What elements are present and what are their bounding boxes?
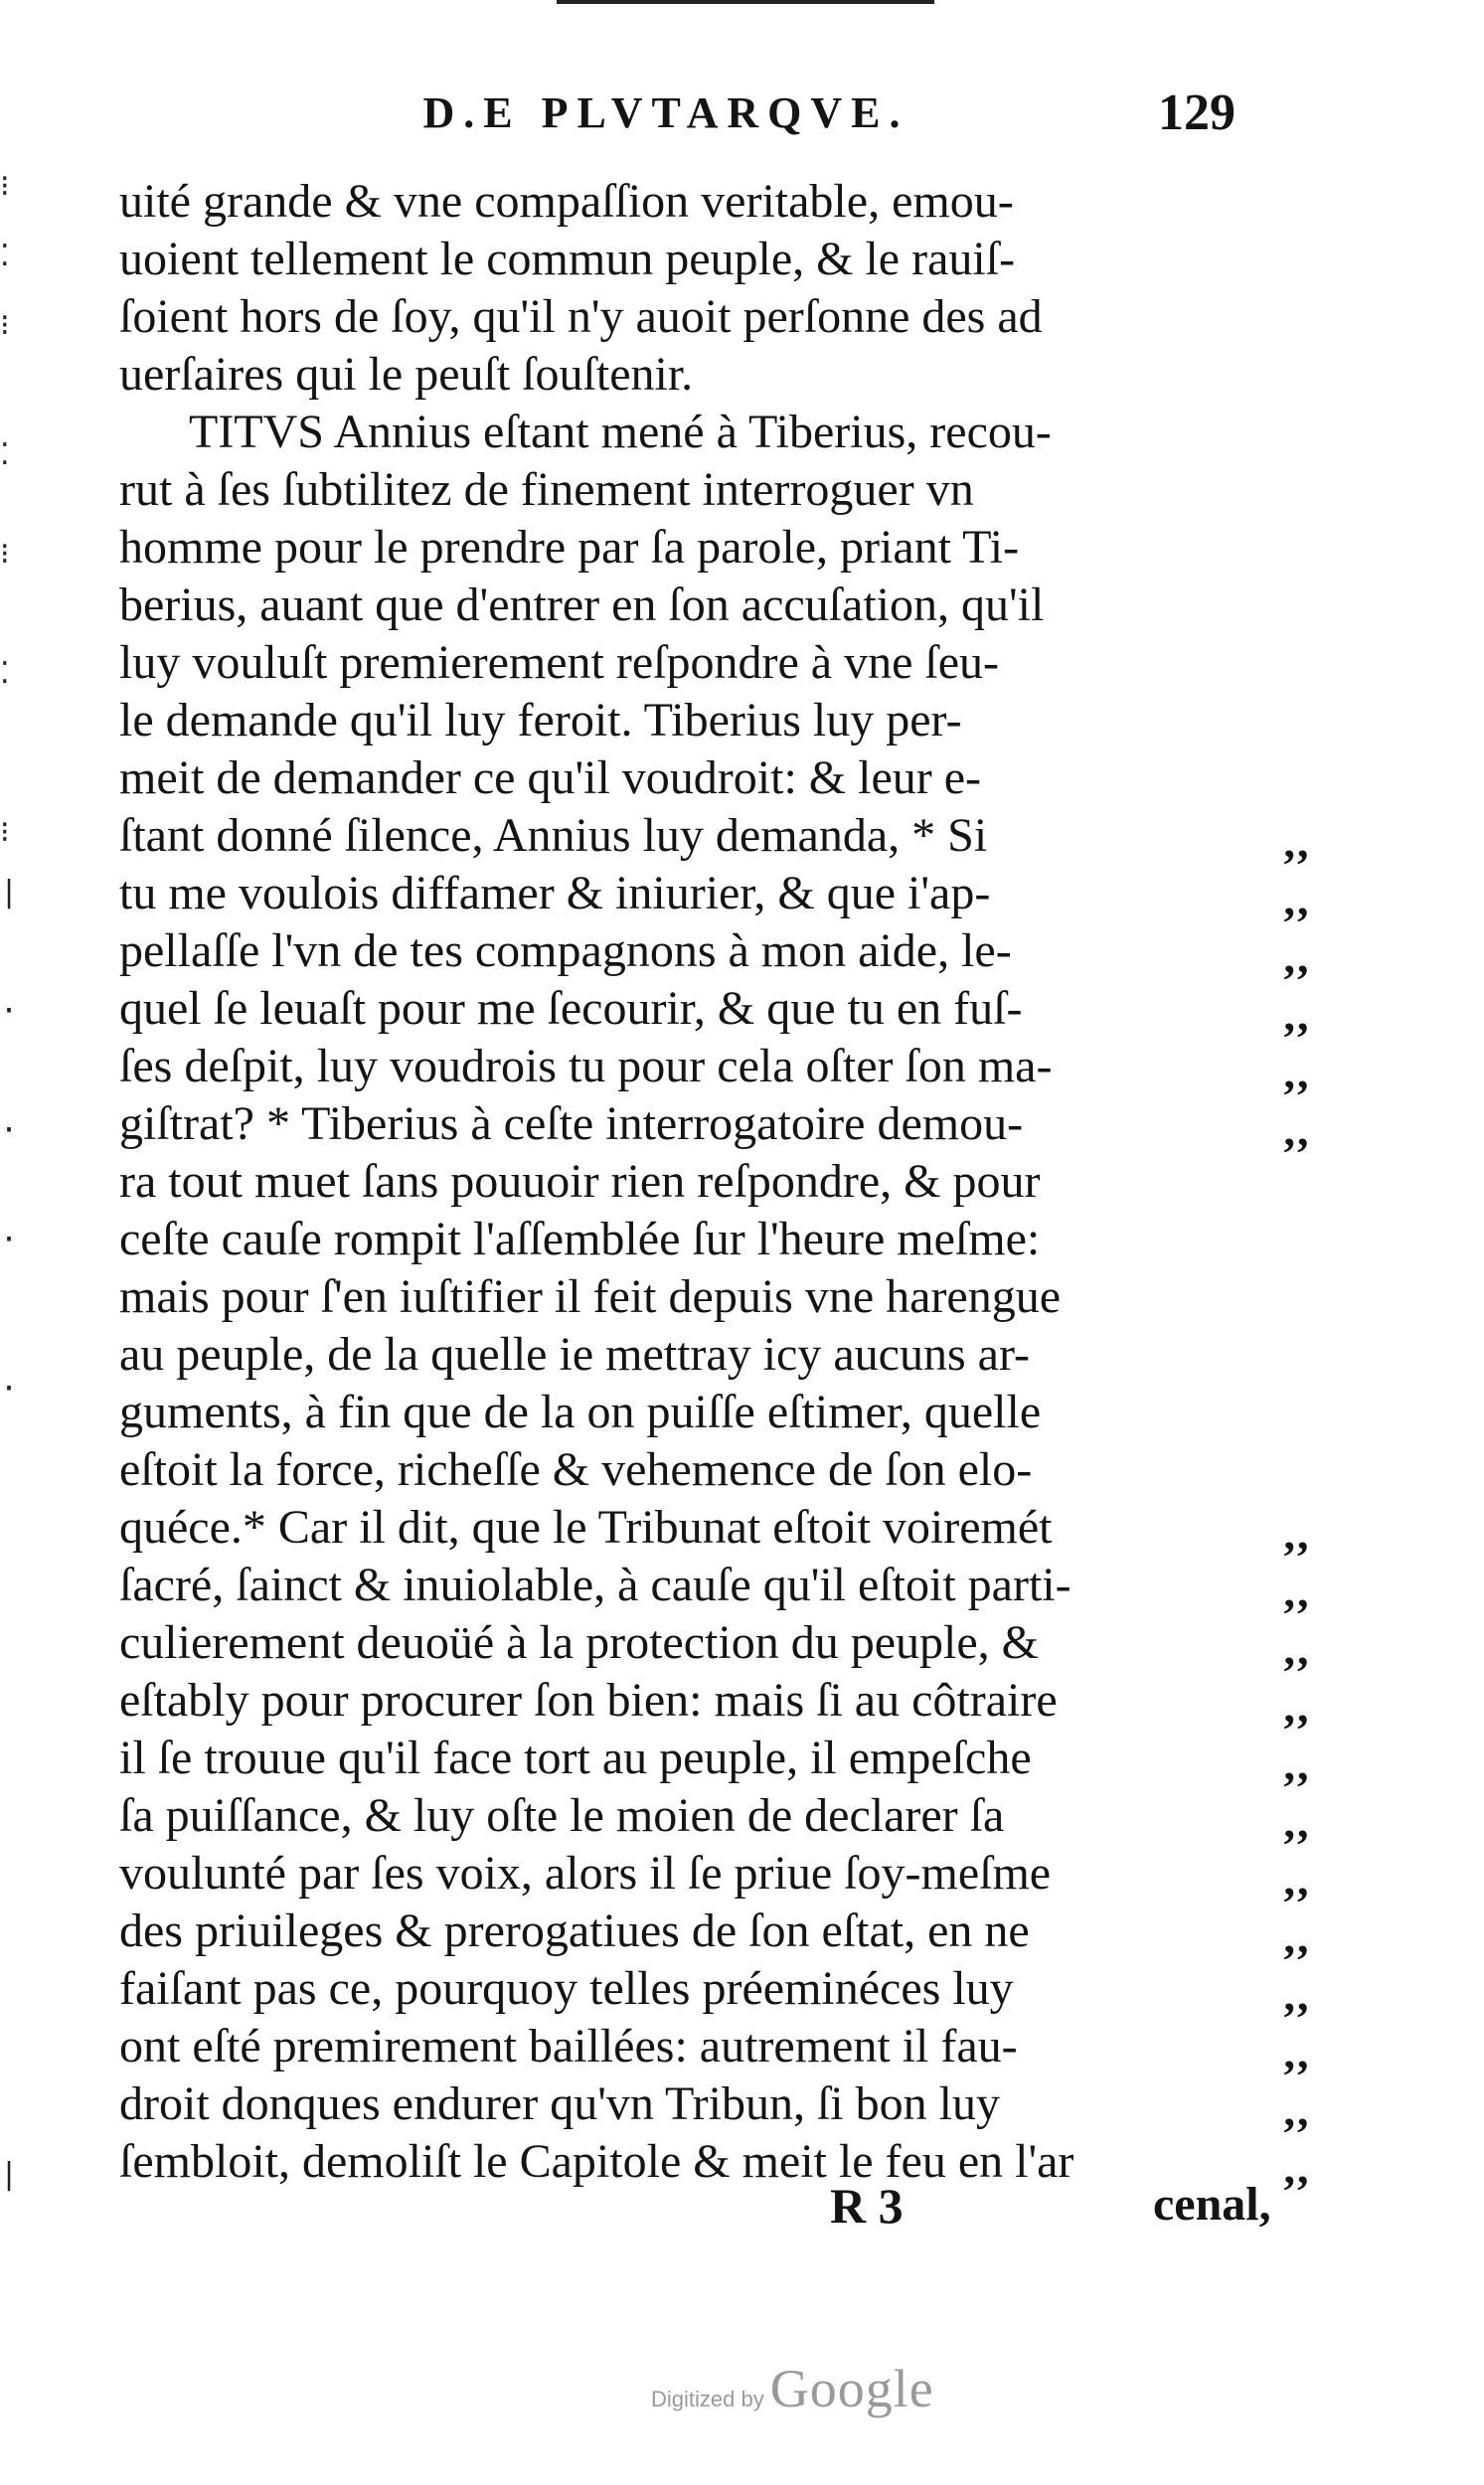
marginal-quote-mark: ,, — [1283, 1623, 1311, 1674]
text-line: quel ſe leuaſt pour me ſecourir, & que tu en fuſ- — [119, 982, 1023, 1035]
marginal-quote-mark: ,, — [1283, 1796, 1311, 1847]
text-line: meit de demander ce qu'il voudroit: & leur e- — [119, 751, 982, 804]
margin-speck: ⁚ — [0, 239, 10, 273]
margin-speck: · — [0, 1372, 19, 1407]
marginal-quote-mark: ,, — [1283, 1739, 1311, 1789]
text-line: quéce.* Car il dit, que le Tribunat eſtoit voiremét — [119, 1501, 1053, 1554]
margin-speck: ⁝ — [0, 815, 10, 850]
digitization-watermark — [651, 2358, 934, 2419]
text-line: berius, auant que d'entrer en ſon accuſation, qu'il — [119, 579, 1045, 631]
left-margin-bleedthrough — [0, 0, 60, 2485]
catchword: cenal, — [1153, 2178, 1271, 2231]
text-line: eſtoit la force, richeſſe & vehemence de ſon elo- — [119, 1443, 1033, 1496]
text-line: ſacré, ſainct & inuiolable, à cauſe qu'il eſtoit parti- — [119, 1559, 1072, 1611]
margin-speck: | — [0, 875, 19, 910]
marginal-quote-mark: ,, — [1283, 1104, 1311, 1155]
text-line: eſtably pour procurer ſon bien: mais ſi au côtraire — [119, 1674, 1058, 1727]
top-rule — [557, 0, 934, 12]
marginal-quote-mark: ,, — [1283, 2084, 1311, 2135]
text-line: ſa puiſſance, & luy oſte le moien de declarer ſa — [119, 1789, 1005, 1842]
text-line: tu me voulois diffamer & iniurier, & que i'ap- — [119, 867, 991, 919]
text-line: des priuileges & prerogatiues de ſon eſtat, en ne — [119, 1905, 1030, 1957]
text-line: ſtant donné ſilence, Annius luy demanda, * Si — [119, 809, 988, 862]
watermark-prefix: Digitized by — [651, 2387, 764, 2411]
text-line: ſembloit, demoliſt le Capitole & meit le feu en l'ar — [119, 2135, 1074, 2188]
text-line: culierement deuoüé à la protection du peuple, & — [119, 1616, 1039, 1669]
text-line: homme pour le prendre par ſa parole, priant Ti- — [119, 521, 1020, 574]
text-line: TITVS Annius eſtant mené à Tiberius, recou- — [189, 406, 1052, 458]
marginal-quote-mark: ,, — [1283, 989, 1311, 1040]
running-head: D.E PLVTARQVE. — [422, 88, 909, 137]
signature-mark: R 3 — [830, 2178, 904, 2234]
watermark-brand: Google — [769, 2359, 934, 2418]
marginal-quote-mark: ,, — [1283, 1681, 1311, 1732]
text-line: uerſaires qui le peuſt ſouſtenir. — [119, 348, 694, 401]
margin-speck: · — [0, 1113, 19, 1148]
text-line: ont eſté premirement baillées: autrement il fau- — [119, 2020, 1018, 2072]
marginal-quote-mark: ,, — [1283, 1566, 1311, 1616]
text-line: giſtrat? * Tiberius à ceſte interrogatoire demou- — [119, 1097, 1024, 1150]
text-line: rut à ſes ſubtilitez de finement interroguer vn — [119, 463, 974, 516]
text-line: luy vouluſt premierement reſpondre à vne ſeu- — [119, 636, 1000, 689]
text-line: ceſte cauſe rompit l'aſſemblée ſur l'heure meſme: — [119, 1213, 1041, 1265]
marginal-quote-mark: ,, — [1283, 1508, 1311, 1559]
text-line: guments, à fin que de la on puiſſe eſtimer, quelle — [119, 1386, 1042, 1438]
text-line: ſes deſpit, luy voudrois tu pour cela oſter ſon ma- — [119, 1040, 1053, 1092]
marginal-quote-mark: ,, — [1283, 1854, 1311, 1905]
marginal-quote-mark: ,, — [1283, 1047, 1311, 1097]
marginal-quote-mark: ,, — [1283, 1911, 1311, 1962]
marginal-quote-mark: ,, — [1283, 931, 1311, 982]
margin-speck: ⁚ — [0, 656, 10, 691]
text-line: uité grande & vne compaſſion veritable, emou- — [119, 175, 1014, 228]
marginal-quote-mark: ,, — [1283, 1969, 1311, 2020]
text-line: faiſant pas ce, pourquoy telles préeminéces luy — [119, 1962, 1014, 2015]
margin-speck: | — [0, 2157, 19, 2192]
text-line: le demande qu'il luy feroit. Tiberius luy per- — [119, 694, 962, 746]
marginal-quote-mark: ,, — [1283, 2027, 1311, 2077]
margin-speck: · — [0, 994, 19, 1029]
margin-speck: ⁝ — [0, 169, 10, 204]
text-line: pellaſſe l'vn de tes compagnons à mon aide, le- — [119, 924, 1012, 977]
margin-speck: ⁝ — [0, 537, 10, 572]
text-line: il ſe trouue qu'il face tort au peuple, il empeſche — [119, 1732, 1032, 1784]
text-line: voulunté par ſes voix, alors il ſe priue ſoy-meſme — [119, 1847, 1052, 1900]
page-number: 129 — [1158, 84, 1236, 141]
margin-speck: · — [0, 1223, 19, 1257]
margin-speck: ⁝ — [0, 308, 10, 343]
text-line: mais pour ſ'en iuſtifier il feit depuis vne harengue — [119, 1270, 1062, 1323]
marginal-quote-mark: ,, — [1283, 2142, 1311, 2193]
text-line: uoient tellement le commun peuple, & le rauiſ- — [119, 233, 1016, 285]
text-line: au peuple, de la quelle ie mettray icy aucuns ar- — [119, 1328, 1030, 1381]
margin-speck: ⁚ — [0, 437, 10, 472]
marginal-quote-mark: ,, — [1283, 874, 1311, 924]
text-line: ra tout muet ſans pouuoir rien reſpondre, & pour — [119, 1155, 1041, 1208]
text-line: ſoient hors de ſoy, qu'il n'y auoit perſonne des ad — [119, 290, 1043, 343]
marginal-quote-mark: ,, — [1283, 816, 1311, 867]
text-line: droit donques endurer qu'vn Tribun, ſi bon luy — [119, 2077, 1000, 2130]
